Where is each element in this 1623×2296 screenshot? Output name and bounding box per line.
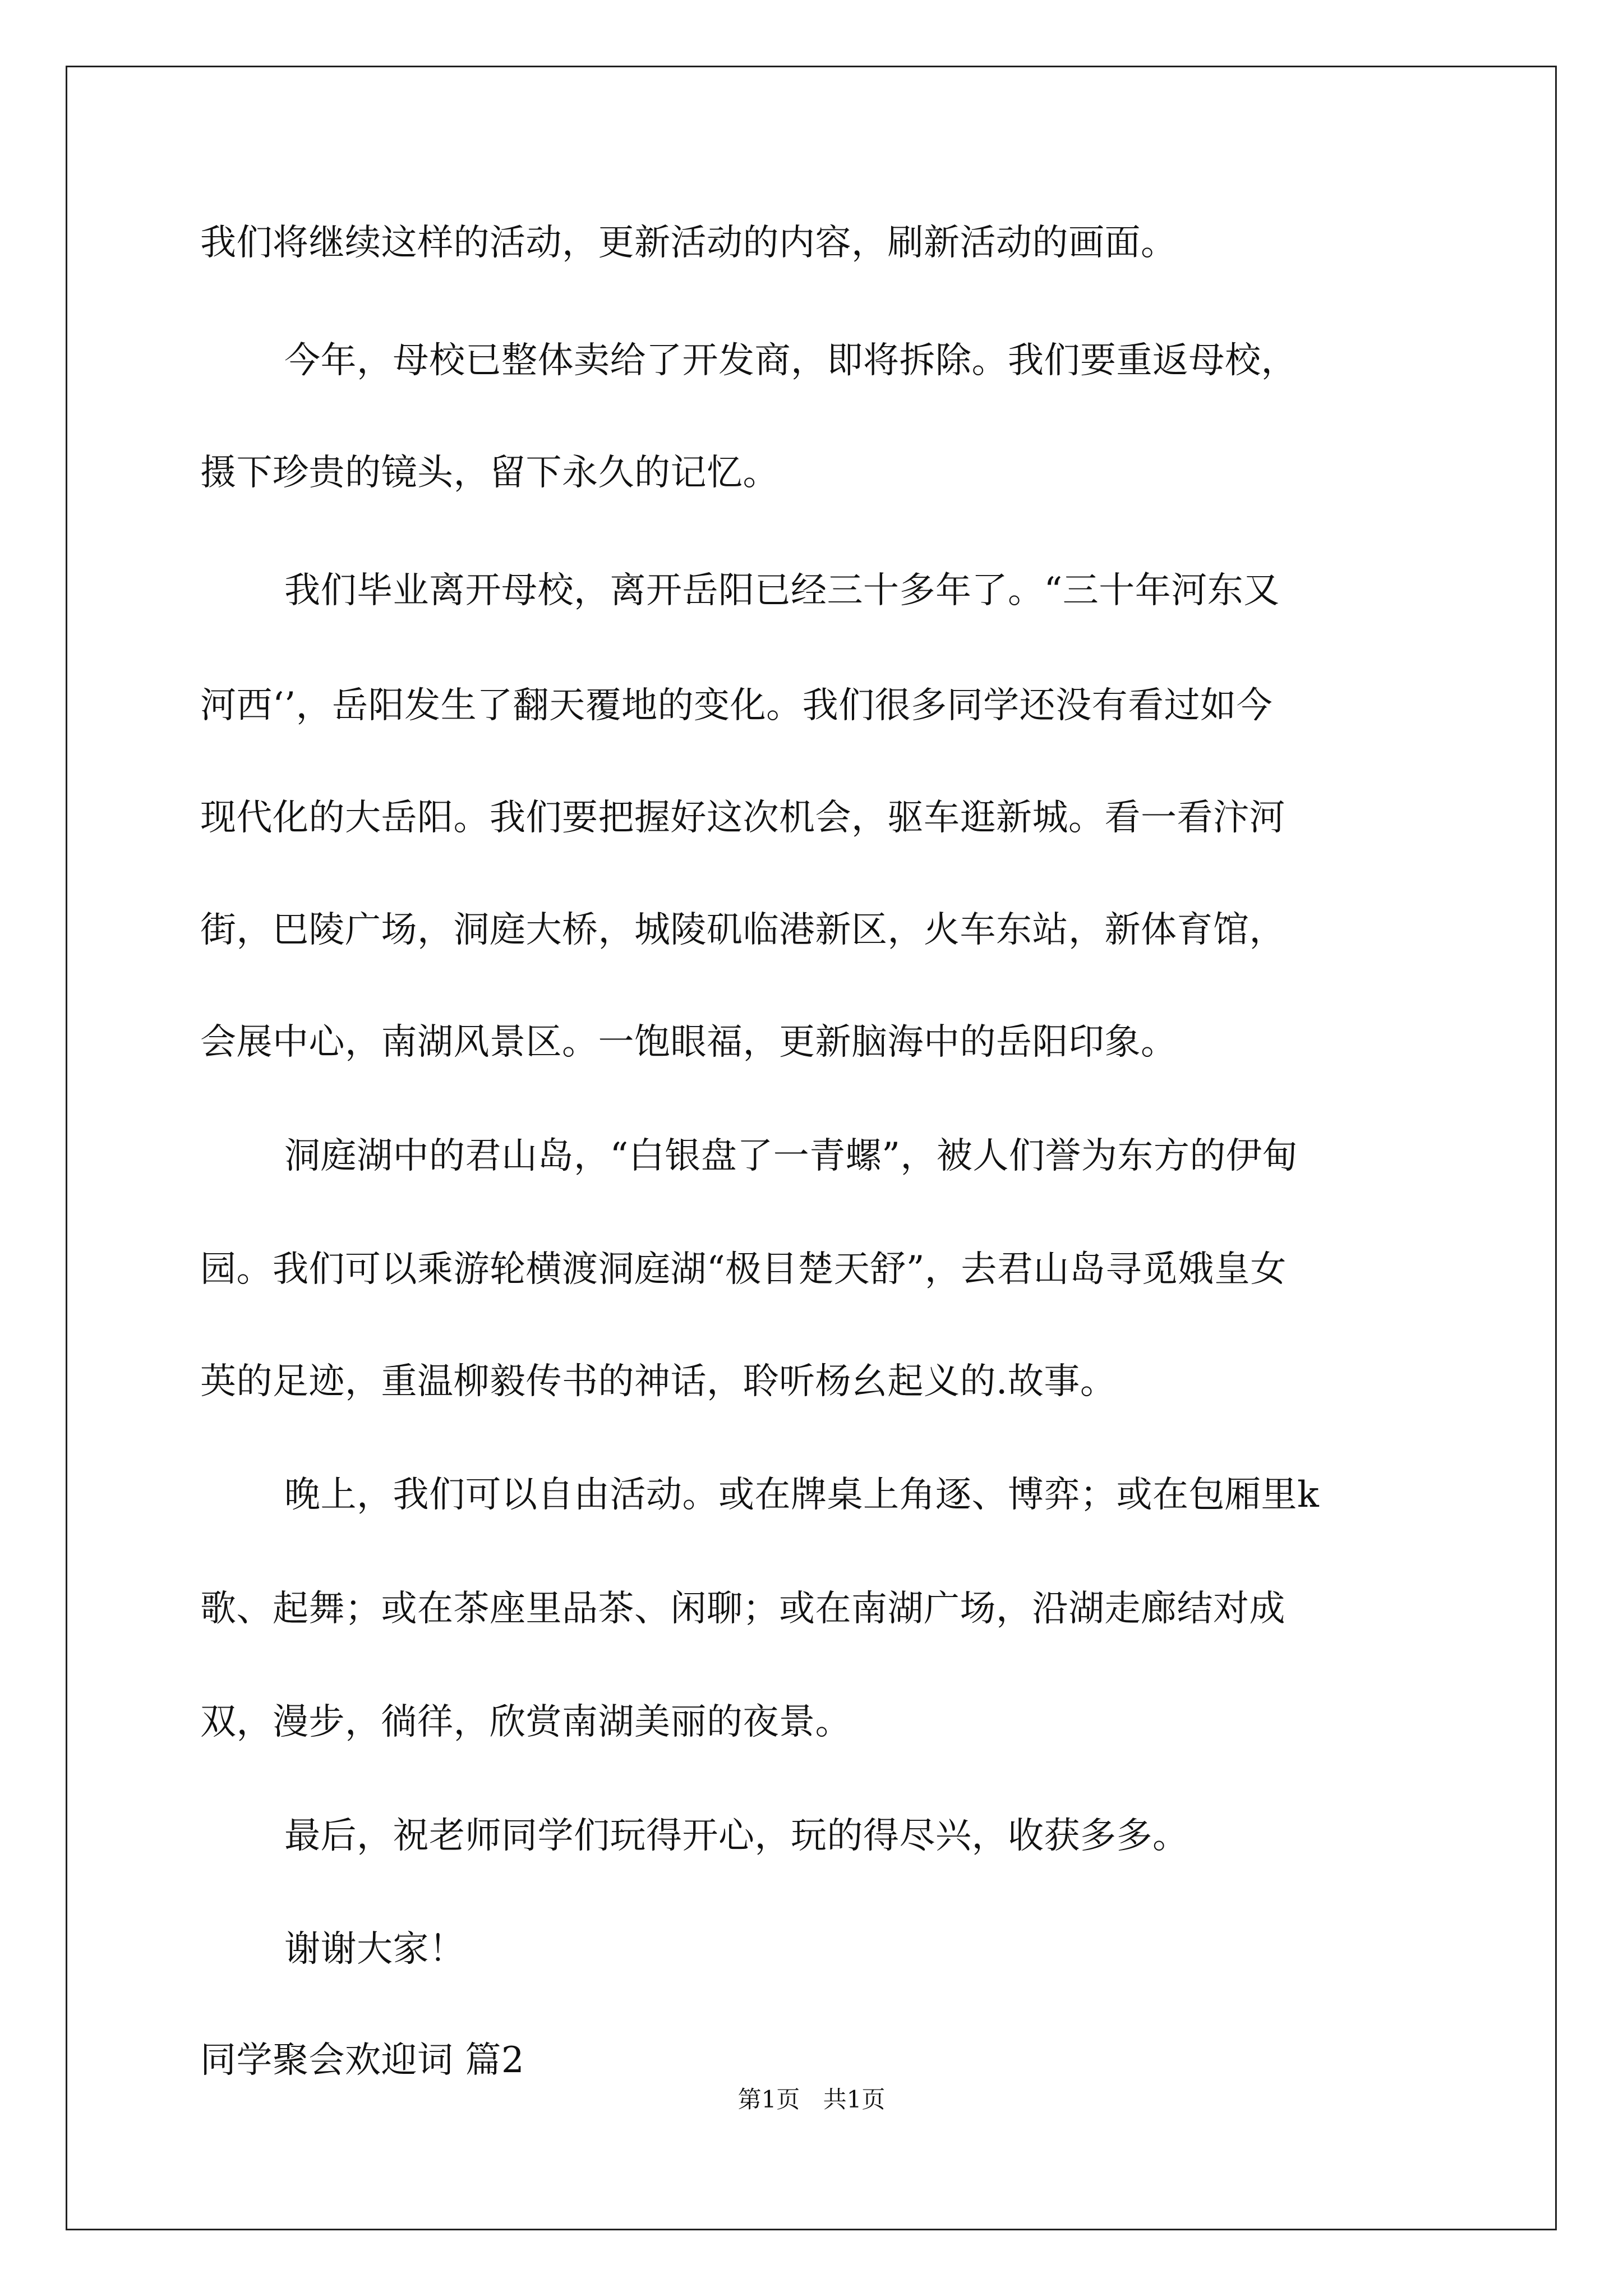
paragraph-line: 歌、起舞；或在茶座里品茶、闲聊；或在南湖广场，沿湖走廊结对成 <box>200 1588 1285 1630</box>
paragraph-line: 园。我们可以乘游轮横渡洞庭湖“极目楚天舒”，去君山岛寻觅娥皇女 <box>200 1249 1287 1290</box>
paragraph-line: 英的足迹，重温柳毅传书的神话，聆听杨幺起义的.故事。 <box>200 1361 1117 1402</box>
page-number-current: 第1页 <box>737 2086 800 2113</box>
paragraph-line: 现代化的大岳阳。我们要把握好这次机会，驱车逛新城。看一看汴河 <box>200 797 1285 839</box>
page-number-total: 共1页 <box>823 2086 886 2113</box>
paragraph-line: 我们毕业离开母校，离开岳阳已经三十多年了。“三十年河东又 <box>284 570 1280 611</box>
paragraph-line: 双，漫步，徜徉，欣赏南湖美丽的夜景。 <box>200 1701 851 1743</box>
paragraph-line: 河西‘’，岳阳发生了翻天覆地的变化。我们很多同学还没有看过如今 <box>200 685 1273 726</box>
paragraph-line: 今年，母校已整体卖给了开发商，即将拆除。我们要重返母校， <box>284 340 1297 381</box>
paragraph-line: 洞庭湖中的君山岛，“白银盘了一青螺”，被人们誉为东方的伊甸 <box>284 1135 1298 1177</box>
page-footer <box>0 2081 1623 2115</box>
paragraph-line: 我们将继续这样的活动，更新活动的内容，刷新活动的画面。 <box>200 222 1177 264</box>
paragraph-line: 街，巴陵广场，洞庭大桥，城陵矶临港新区，火车东站，新体育馆， <box>200 909 1285 951</box>
paragraph-line: 谢谢大家！ <box>284 1929 465 1970</box>
paragraph-line: 摄下珍贵的镜头，留下永久的记忆。 <box>200 452 779 494</box>
paragraph-line: 会展中心，南湖风景区。一饱眼福，更新脑海中的岳阳印象。 <box>200 1022 1177 1063</box>
section-heading: 同学聚会欢迎词 篇2 <box>200 2040 525 2081</box>
paragraph-line: 最后，祝老师同学们玩得开心，玩的得尽兴，收获多多。 <box>284 1815 1189 1857</box>
paragraph-line: 晚上，我们可以自由活动。或在牌桌上角逐、博弈；或在包厢里k <box>284 1474 1320 1516</box>
